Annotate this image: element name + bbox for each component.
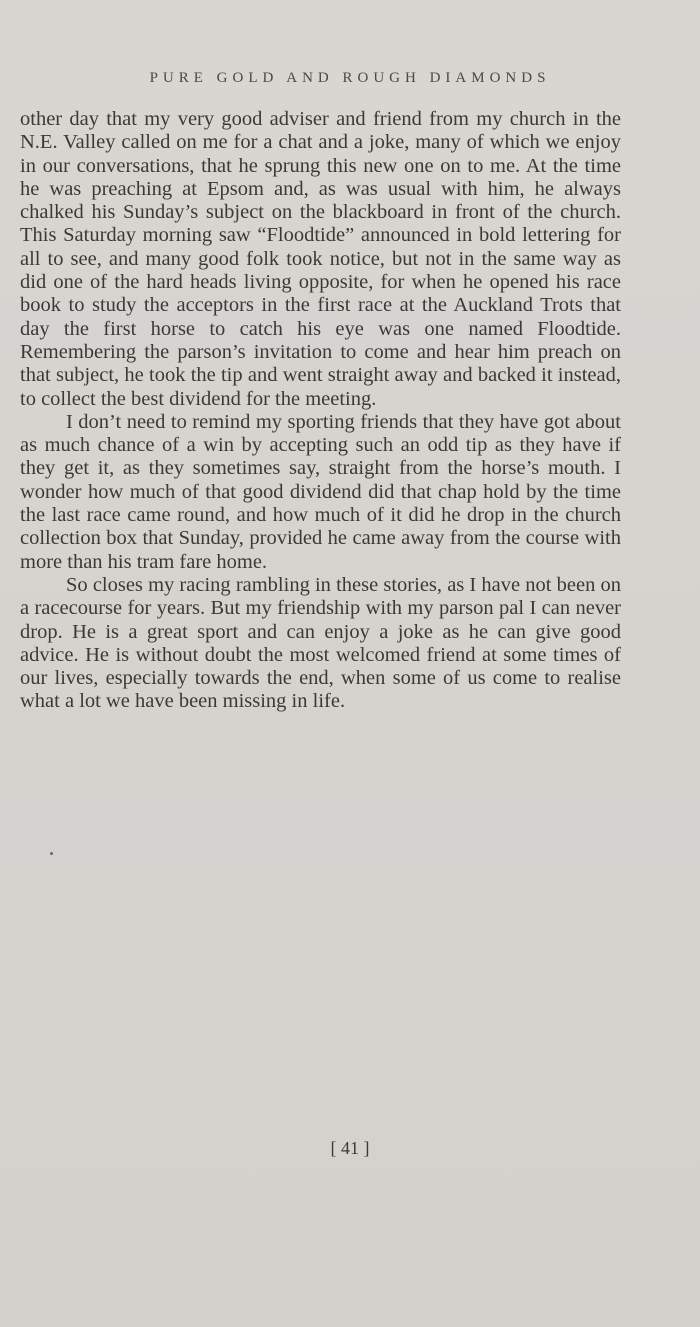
paragraph: So closes my racing rambling in these stories, as I have not been on a racecourse for years. But my friendship with my parson pal I can never drop. He is a great sport and can enjoy a joke as he can give good advice. He is without doubt the most welcomed friend at some times of our lives, especially towards the end, when some of us come to realise what a lot we have been missing in life. (20, 573, 621, 713)
page-number: [ 41 ] (330, 1138, 370, 1158)
running-head-title: PURE GOLD AND ROUGH DIAMONDS (149, 70, 551, 86)
paragraph-continued: other day that my very good adviser and friend from my church in the N.E. Valley called on me for a chat and a joke, many of which we enjoy in our conversations, that he sprung this new one on to me. At the time he was preaching at Epsom and, as was usual with him, he always chalked his Sunday’s subject on the blackboard in front of the church. This Saturday morning saw “Floodtide” announced in bold lettering for all to see, and many good folk took notice, but not in the same way as did one of the hard heads living opposite, for when he opened his race book to study the acceptors in the first race at the Auckland Trots that day the first horse to catch his eye was one named Floodtide. Remembering the parson’s invitation to come and hear him preach on that subject, he took the tip and went straight away and backed it instead, to collect the best dividend for the meeting. (20, 108, 621, 410)
body-text (20, 108, 621, 714)
paragraph: I don’t need to remind my sporting friends that they have got about as much chance of a win by accepting such an odd tip as they have if they get it, as they sometimes say, straight from the horse’s mouth. I wonder how much of that good dividend did that chap hold by the time the last race came round, and how much of it did he drop in the church collection box that Sunday, provided he came away from the course with more than his tram fare home. (20, 410, 621, 573)
ink-speck (50, 852, 53, 855)
